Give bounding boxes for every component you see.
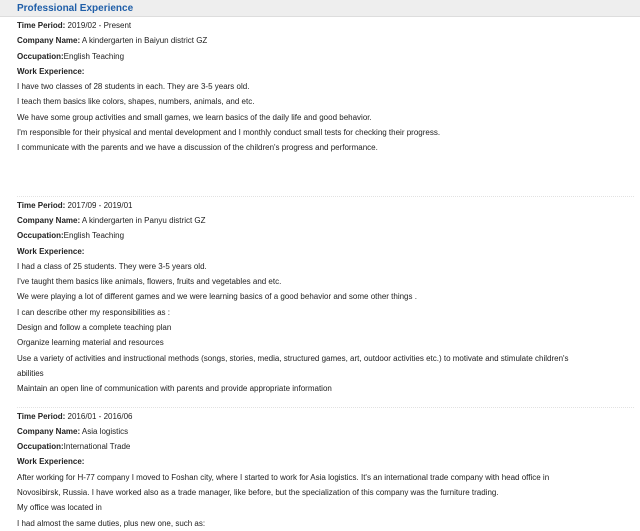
work-experience-label: Work Experience:: [17, 66, 85, 76]
description-line: Design and follow a complete teaching plan: [17, 323, 172, 333]
company-value: A kindergarten in Baiyun district GZ: [80, 36, 208, 46]
occupation-value: International Trade: [63, 442, 131, 452]
section-title: Professional Experience: [17, 3, 134, 14]
occupation-label: Occupation:: [17, 51, 64, 61]
work-experience-label: Work Experience:: [17, 457, 85, 467]
company-row: [17, 33, 640, 48]
occupation-row: [17, 228, 640, 243]
section-header: [0, 0, 640, 17]
company-value: Asia logistics: [80, 426, 129, 436]
description-line: We have some group activities and small games, we learn basics of the daily life and good behavior.: [17, 112, 372, 122]
time-period-value: 2016/01 - 2016/06: [65, 411, 133, 421]
description-line: I can describe other my responsibilities as :: [17, 307, 170, 317]
description-line: After working for H-77 company I moved to Foshan city, where I started to work for Asia logistics. It's an international trade company with head office in: [17, 472, 550, 482]
time-period-row: [17, 18, 640, 33]
occupation-value: English Teaching: [63, 231, 125, 241]
occupation-row: [17, 439, 640, 454]
description-line: My office was located in: [17, 503, 102, 513]
description-line: I teach them basics like colors, shapes, numbers, animals, and etc.: [17, 97, 255, 107]
description-line: I have two classes of 28 students in each. They are 3-5 years old.: [17, 82, 250, 92]
time-period-value: 2017/09 - 2019/01: [65, 200, 133, 210]
description-line: Novosibirsk, Russia. I have worked also as a trade manager, like before, but the specialization of this company was the furniture trading.: [17, 488, 499, 498]
description-line: I've taught them basics like animals, flowers, fruits and vegetables and etc.: [17, 277, 282, 287]
company-label: Company Name:: [17, 426, 81, 436]
occupation-value: English Teaching: [63, 51, 125, 61]
description-line: I had a class of 25 students. They were 3-5 years old.: [17, 261, 207, 271]
company-label: Company Name:: [17, 36, 81, 46]
description-line: I'm responsible for their physical and mental development and I monthly conduct small tests for checking their progress.: [17, 128, 441, 138]
time-period-value: 2019/02 - Present: [65, 21, 132, 30]
time-period-row: [17, 198, 640, 213]
company-value: A kindergarten in Panyu district GZ: [80, 215, 206, 225]
time-period-label: Time Period:: [17, 21, 66, 30]
description-line: Maintain an open line of communication with parents and provide appropriate information: [17, 384, 332, 394]
experience-entry: [0, 17, 640, 156]
occupation-label: Occupation:: [17, 231, 64, 241]
time-period-row: [17, 409, 640, 424]
description-line: abilities: [17, 368, 44, 378]
description-line: We were playing a lot of different games and we were learning basics of a good behavior and some other things .: [17, 292, 417, 302]
description-line: I communicate with the parents and we have a discussion of the children's progress and performance.: [17, 143, 378, 153]
company-row: [17, 213, 640, 228]
experience-entry: [0, 408, 640, 531]
experience-entry: [0, 197, 640, 397]
company-row: [17, 424, 640, 439]
description-line: Organize learning material and resources: [17, 338, 164, 348]
company-label: Company Name:: [17, 215, 81, 225]
time-period-label: Time Period:: [17, 200, 66, 210]
occupation-label: Occupation:: [17, 442, 64, 452]
description-line: I had almost the same duties, plus new one, such as:: [17, 518, 206, 528]
occupation-row: [17, 49, 640, 64]
description-line: Use a variety of activities and instructional methods (songs, stories, media, structured games, art, outdoor activities etc.) to motivate and stimulate children's: [17, 353, 569, 363]
time-period-label: Time Period:: [17, 411, 66, 421]
work-experience-label: Work Experience:: [17, 246, 85, 256]
